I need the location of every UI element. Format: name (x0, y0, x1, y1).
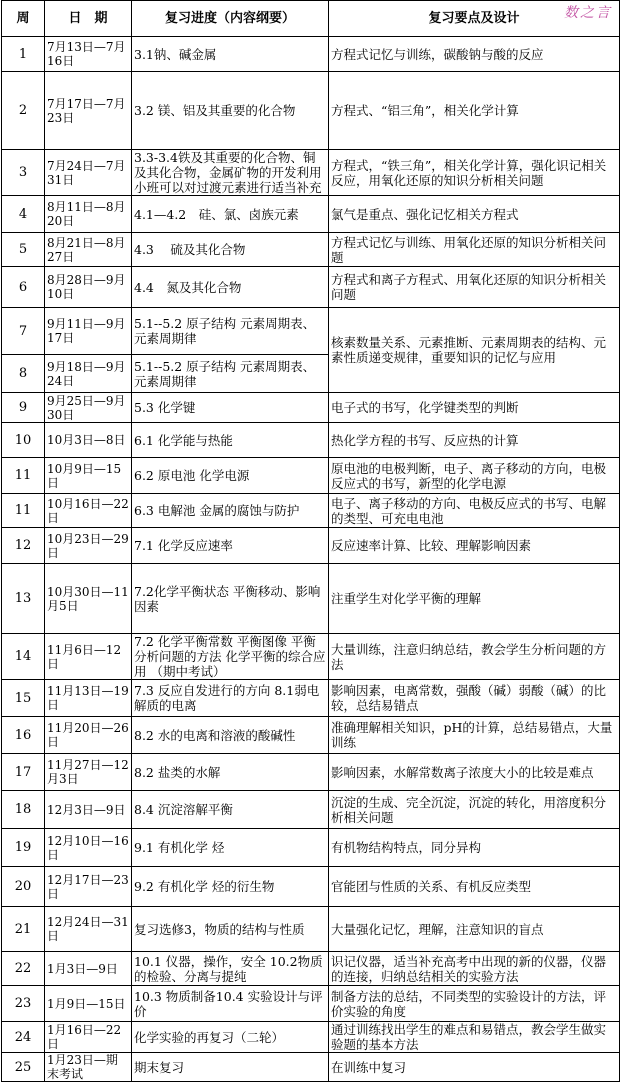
progress-cell: 6.2 原电池 化学电源 (132, 458, 329, 494)
progress-cell: 7.2化学平衡状态 平衡移动、影响因素 (132, 564, 329, 634)
date-cell: 12月10日—16日 (45, 829, 132, 867)
week-cell: 15 (2, 680, 45, 717)
points-cell: 在训练中复习 (329, 1053, 620, 1082)
table-row (2, 634, 620, 680)
table-row (2, 494, 620, 528)
week-cell: 3 (2, 150, 45, 196)
date-cell: 7月24日—7月31日 (45, 150, 132, 196)
table-row (2, 791, 620, 829)
table-row (2, 754, 620, 791)
points-cell: 方程式和离子方程式、用氧化还原的知识分析相关问题 (329, 267, 620, 308)
table-row (2, 393, 620, 423)
table-row (2, 196, 620, 233)
header-progress: 复习进度（内容纲要） (132, 1, 329, 37)
date-cell: 9月25日—9月30日 (45, 393, 132, 423)
week-cell: 7 (2, 308, 45, 355)
points-cell: 电子式的书写，化学键类型的判断 (329, 393, 620, 423)
table-row (2, 907, 620, 952)
date-cell: 1月23日—期末考试 (45, 1053, 132, 1082)
date-cell: 8月11日—8月20日 (45, 196, 132, 233)
week-cell: 22 (2, 952, 45, 986)
progress-cell: 5.1--5.2 原子结构 元素周期表、元素周期律 (132, 355, 329, 393)
points-cell: 氯气是重点、强化记忆相关方程式 (329, 196, 620, 233)
date-cell: 11月6日—12日 (45, 634, 132, 680)
date-cell: 9月11日—9月17日 (45, 308, 132, 355)
table-row (2, 829, 620, 867)
progress-cell: 6.1 化学能与热能 (132, 423, 329, 458)
progress-cell: 9.1 有机化学 烃 (132, 829, 329, 867)
header-week: 周 (2, 1, 45, 37)
week-cell: 1 (2, 37, 45, 72)
progress-cell: 4.3 硫及其化合物 (132, 233, 329, 267)
points-cell: 影响因素，水解常数离子浓度大小的比较是难点 (329, 754, 620, 791)
week-cell: 2 (2, 72, 45, 150)
progress-cell: 8.2 水的电离和溶液的酸碱性 (132, 717, 329, 754)
table-row (2, 680, 620, 717)
progress-cell: 7.3 反应自发进行的方向 8.1弱电解质的电离 (132, 680, 329, 717)
points-cell: 方程式记忆与训练，碳酸钠与酸的反应 (329, 37, 620, 72)
week-cell: 20 (2, 867, 45, 907)
progress-cell: 4.4 氮及其化合物 (132, 267, 329, 308)
progress-cell: 5.1--5.2 原子结构 元素周期表、元素周期律 (132, 308, 329, 355)
watermark-logo: 数之言 (564, 5, 612, 21)
points-cell: 有机物结构特点，同分异构 (329, 829, 620, 867)
table-row (2, 952, 620, 986)
table-row (2, 233, 620, 267)
date-cell: 10月9日—15日 (45, 458, 132, 494)
date-cell: 1月16日—22日 (45, 1022, 132, 1053)
date-cell: 10月30日—11月5日 (45, 564, 132, 634)
week-cell: 10 (2, 423, 45, 458)
header-points: 复习要点及设计 (329, 1, 620, 37)
date-cell: 11月27日—12月3日 (45, 754, 132, 791)
week-cell: 5 (2, 233, 45, 267)
points-cell: 反应速率计算、比较、理解影响因素 (329, 528, 620, 564)
progress-cell: 8.2 盐类的水解 (132, 754, 329, 791)
week-cell: 8 (2, 355, 45, 393)
date-cell: 1月9日—15日 (45, 986, 132, 1022)
progress-cell: 7.2 化学平衡常数 平衡图像 平衡分析问题的方法 化学平衡的综合应用 （期中考试） (132, 634, 329, 680)
week-cell: 16 (2, 717, 45, 754)
table-row (2, 37, 620, 72)
date-cell: 10月16日—22日 (45, 494, 132, 528)
date-cell: 8月21日—8月27日 (45, 233, 132, 267)
progress-cell: 6.3 电解池 金属的腐蚀与防护 (132, 494, 329, 528)
date-cell: 11月13日—19日 (45, 680, 132, 717)
points-cell: 准确理解相关知识，pH的计算，总结易错点，大量训练 (329, 717, 620, 754)
table-row (2, 986, 620, 1022)
date-cell: 11月20日—26日 (45, 717, 132, 754)
week-cell: 14 (2, 634, 45, 680)
progress-cell: 期末复习 (132, 1053, 329, 1082)
week-cell: 23 (2, 986, 45, 1022)
week-cell: 17 (2, 754, 45, 791)
progress-cell: 10.3 物质制备10.4 实验设计与评价 (132, 986, 329, 1022)
points-cell: 影响因素，电离常数，强酸（碱）弱酸（碱）的比较，总结易错点 (329, 680, 620, 717)
week-cell: 24 (2, 1022, 45, 1053)
week-cell: 19 (2, 829, 45, 867)
date-cell: 7月17日—7月23日 (45, 72, 132, 150)
table-row (2, 308, 620, 355)
week-cell: 25 (2, 1053, 45, 1082)
points-cell: 电子、离子移动的方向、电极反应式的书写、电解的类型、可充电电池 (329, 494, 620, 528)
header-date: 日 期 (45, 1, 132, 37)
date-cell: 1月3日—9日 (45, 952, 132, 986)
week-cell: 11 (2, 494, 45, 528)
table-row (2, 72, 620, 150)
week-cell: 4 (2, 196, 45, 233)
points-cell: 沉淀的生成、完全沉淀，沉淀的转化，用溶度积分析相关问题 (329, 791, 620, 829)
table-header-row (2, 1, 620, 37)
progress-cell: 7.1 化学反应速率 (132, 528, 329, 564)
points-cell: 核素数量关系、元素推断、元素周期表的结构、元素性质递变规律，重要知识的记忆与应用 (329, 308, 620, 393)
date-cell: 12月3日—9日 (45, 791, 132, 829)
table-row (2, 564, 620, 634)
points-cell: 通过训练找出学生的难点和易错点，教会学生做实验题的基本方法 (329, 1022, 620, 1053)
review-schedule-table (1, 0, 620, 1082)
points-cell: 方程式，“铁三角”，相关化学计算，强化识记相关反应，用氧化还原的知识分析相关问题 (329, 150, 620, 196)
points-cell: 原电池的电极判断，电子、离子移动的方向，电极反应式的书写，新型的化学电源 (329, 458, 620, 494)
table-body (2, 37, 620, 1082)
table-row (2, 423, 620, 458)
week-cell: 21 (2, 907, 45, 952)
date-cell: 8月28日—9月10日 (45, 267, 132, 308)
points-cell: 制备方法的总结，不同类型的实验设计的方法，评价实验的角度 (329, 986, 620, 1022)
table-row (2, 1022, 620, 1053)
progress-cell: 化学实验的再复习（二轮） (132, 1022, 329, 1053)
progress-cell: 5.3 化学键 (132, 393, 329, 423)
points-cell: 方程式、“铝三角”，相关化学计算 (329, 72, 620, 150)
week-cell: 13 (2, 564, 45, 634)
progress-cell: 3.1钠、碱金属 (132, 37, 329, 72)
points-cell: 官能团与性质的关系、有机反应类型 (329, 867, 620, 907)
date-cell: 12月17日—23日 (45, 867, 132, 907)
progress-cell: 3.2 镁、铝及其重要的化合物 (132, 72, 329, 150)
week-cell: 12 (2, 528, 45, 564)
date-cell: 10月23日—29日 (45, 528, 132, 564)
week-cell: 18 (2, 791, 45, 829)
progress-cell: 3.3-3.4铁及其重要的化合物、铜及其化合物，金属矿物的开发利用小班可以对过渡元素进行适当补充 (132, 150, 329, 196)
progress-cell: 复习选修3，物质的结构与性质 (132, 907, 329, 952)
date-cell: 10月3日—8日 (45, 423, 132, 458)
table-row (2, 717, 620, 754)
progress-cell: 4.1—4.2 硅、氯、卤族元素 (132, 196, 329, 233)
progress-cell: 9.2 有机化学 烃的衍生物 (132, 867, 329, 907)
table-row (2, 528, 620, 564)
points-cell: 大量强化记忆，理解，注意知识的盲点 (329, 907, 620, 952)
table-row (2, 1053, 620, 1082)
points-cell: 热化学方程的书写、反应热的计算 (329, 423, 620, 458)
points-cell: 注重学生对化学平衡的理解 (329, 564, 620, 634)
date-cell: 7月13日—7月16日 (45, 37, 132, 72)
table-row (2, 267, 620, 308)
date-cell: 9月18日—9月24日 (45, 355, 132, 393)
progress-cell: 10.1 仪器，操作，安全 10.2物质的检验、分离与提纯 (132, 952, 329, 986)
table-row (2, 150, 620, 196)
progress-cell: 8.4 沉淀溶解平衡 (132, 791, 329, 829)
table-row (2, 867, 620, 907)
points-cell: 方程式记忆与训练、用氧化还原的知识分析相关问题 (329, 233, 620, 267)
week-cell: 6 (2, 267, 45, 308)
points-cell: 识记仪器，适当补充高考中出现的新的仪器，仪器的连接，归纳总结相关的实验方法 (329, 952, 620, 986)
table-row (2, 458, 620, 494)
week-cell: 9 (2, 393, 45, 423)
week-cell: 11 (2, 458, 45, 494)
date-cell: 12月24日—31日 (45, 907, 132, 952)
points-cell: 大量训练，注意归纳总结，教会学生分析问题的方法 (329, 634, 620, 680)
